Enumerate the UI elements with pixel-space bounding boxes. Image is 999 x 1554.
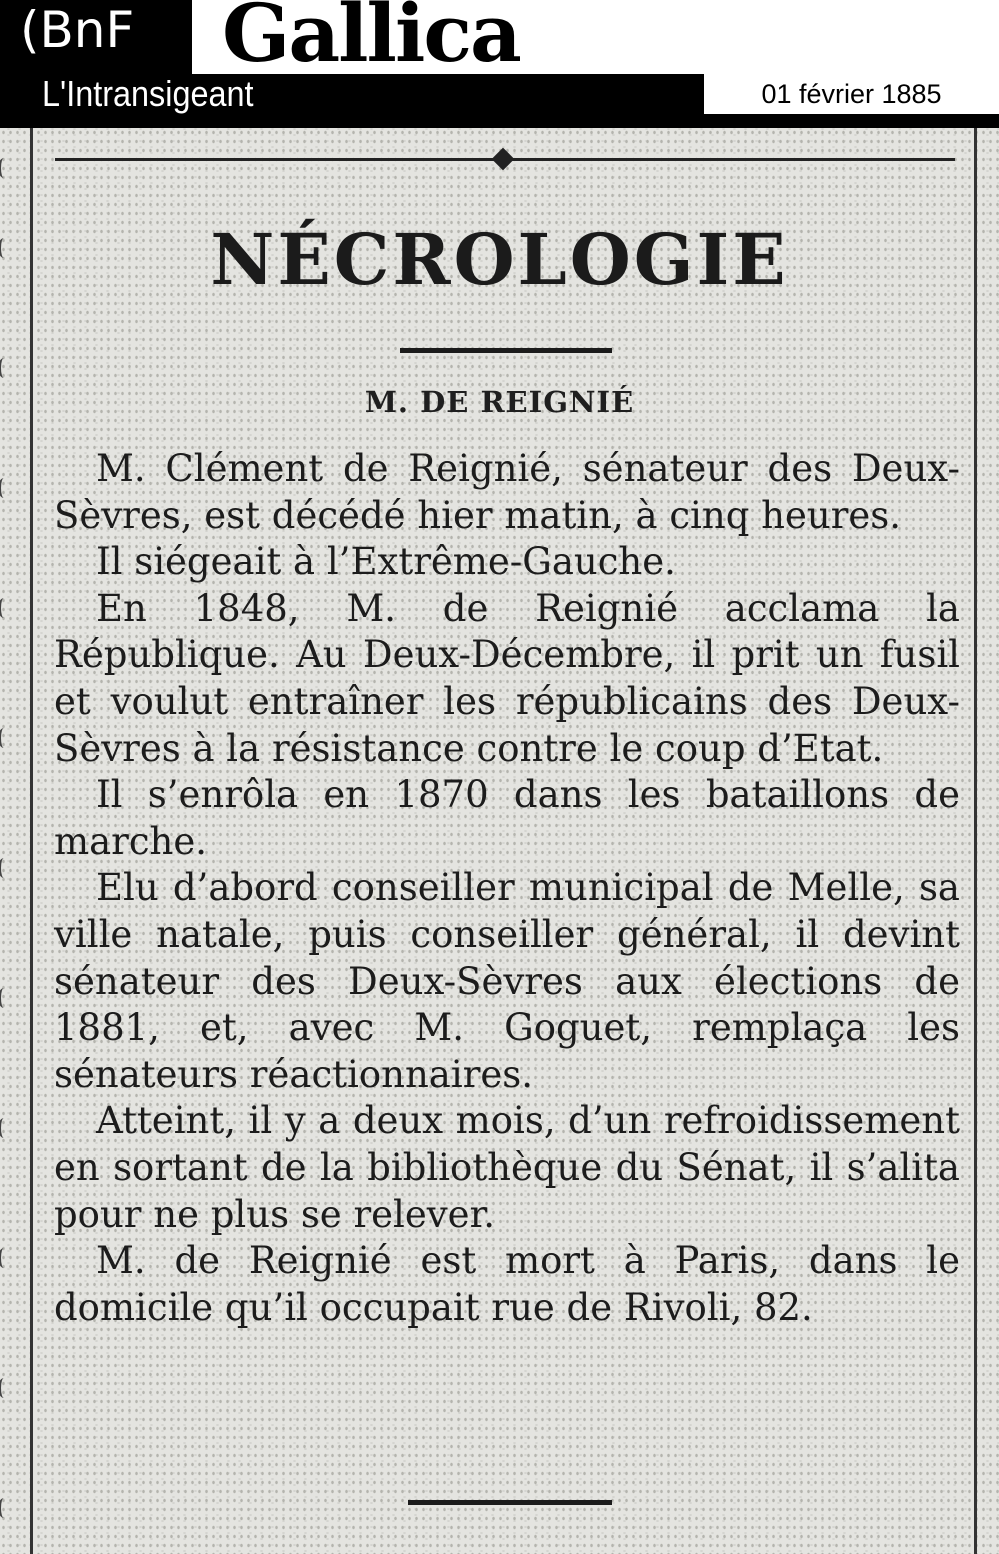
article-body bbox=[54, 446, 960, 1331]
column-rule-right bbox=[974, 128, 977, 1554]
paragraph: Elu d’abord conseiller municipal de Melle, sa ville natale, puis conseiller général, il devint sénateur des Deux-Sèvres aux élections de 1881, et, avec M. Goguet, remplaça les sénateurs réactionnaires. bbox=[54, 866, 960, 1096]
journal-title: L'Intransigeant bbox=[42, 73, 254, 114]
paragraph: Atteint, il y a deux mois, d’un refroidissement en sortant de la bibliothèque du Sénat, il s’alita pour ne plus se relever. bbox=[54, 1099, 960, 1236]
column-rule-left bbox=[30, 128, 33, 1554]
ornamental-rule bbox=[55, 156, 955, 162]
paragraph: M. de Reignié est mort à Paris, dans le domicile qu’il occupait rue de Rivoli, 82. bbox=[54, 1239, 960, 1329]
end-divider bbox=[408, 1500, 612, 1505]
previous-column-edge bbox=[0, 128, 10, 1554]
gallica-logo-box bbox=[192, 0, 999, 80]
article-subtitle: M. DE REIGNIÉ bbox=[364, 385, 635, 419]
gallica-header bbox=[0, 0, 999, 128]
title-divider bbox=[400, 348, 612, 353]
paragraph: Il s’enrôla en 1870 dans les bataillons de marche. bbox=[54, 773, 960, 863]
gallica-logo[interactable]: Gallica bbox=[222, 0, 520, 80]
publication-date: 01 février 1885 bbox=[761, 79, 942, 109]
bnf-logo[interactable]: (BnF bbox=[20, 1, 135, 59]
section-title: NÉCROLOGIE bbox=[210, 218, 789, 301]
date-box bbox=[704, 74, 999, 114]
newspaper-scan bbox=[0, 128, 999, 1554]
paragraph: M. Clément de Reignié, sénateur des Deux-Sèvres, est décédé hier matin, à cinq heures. bbox=[54, 447, 960, 537]
paragraph: En 1848, M. de Reignié acclama la République. Au Deux-Décembre, il prit un fusil et voulut entraîner les républicains des Deux-Sèvres à la résistance contre le coup d’Etat. bbox=[54, 586, 960, 770]
paragraph: Il siégeait à l’Extrême-Gauche. bbox=[96, 540, 676, 584]
